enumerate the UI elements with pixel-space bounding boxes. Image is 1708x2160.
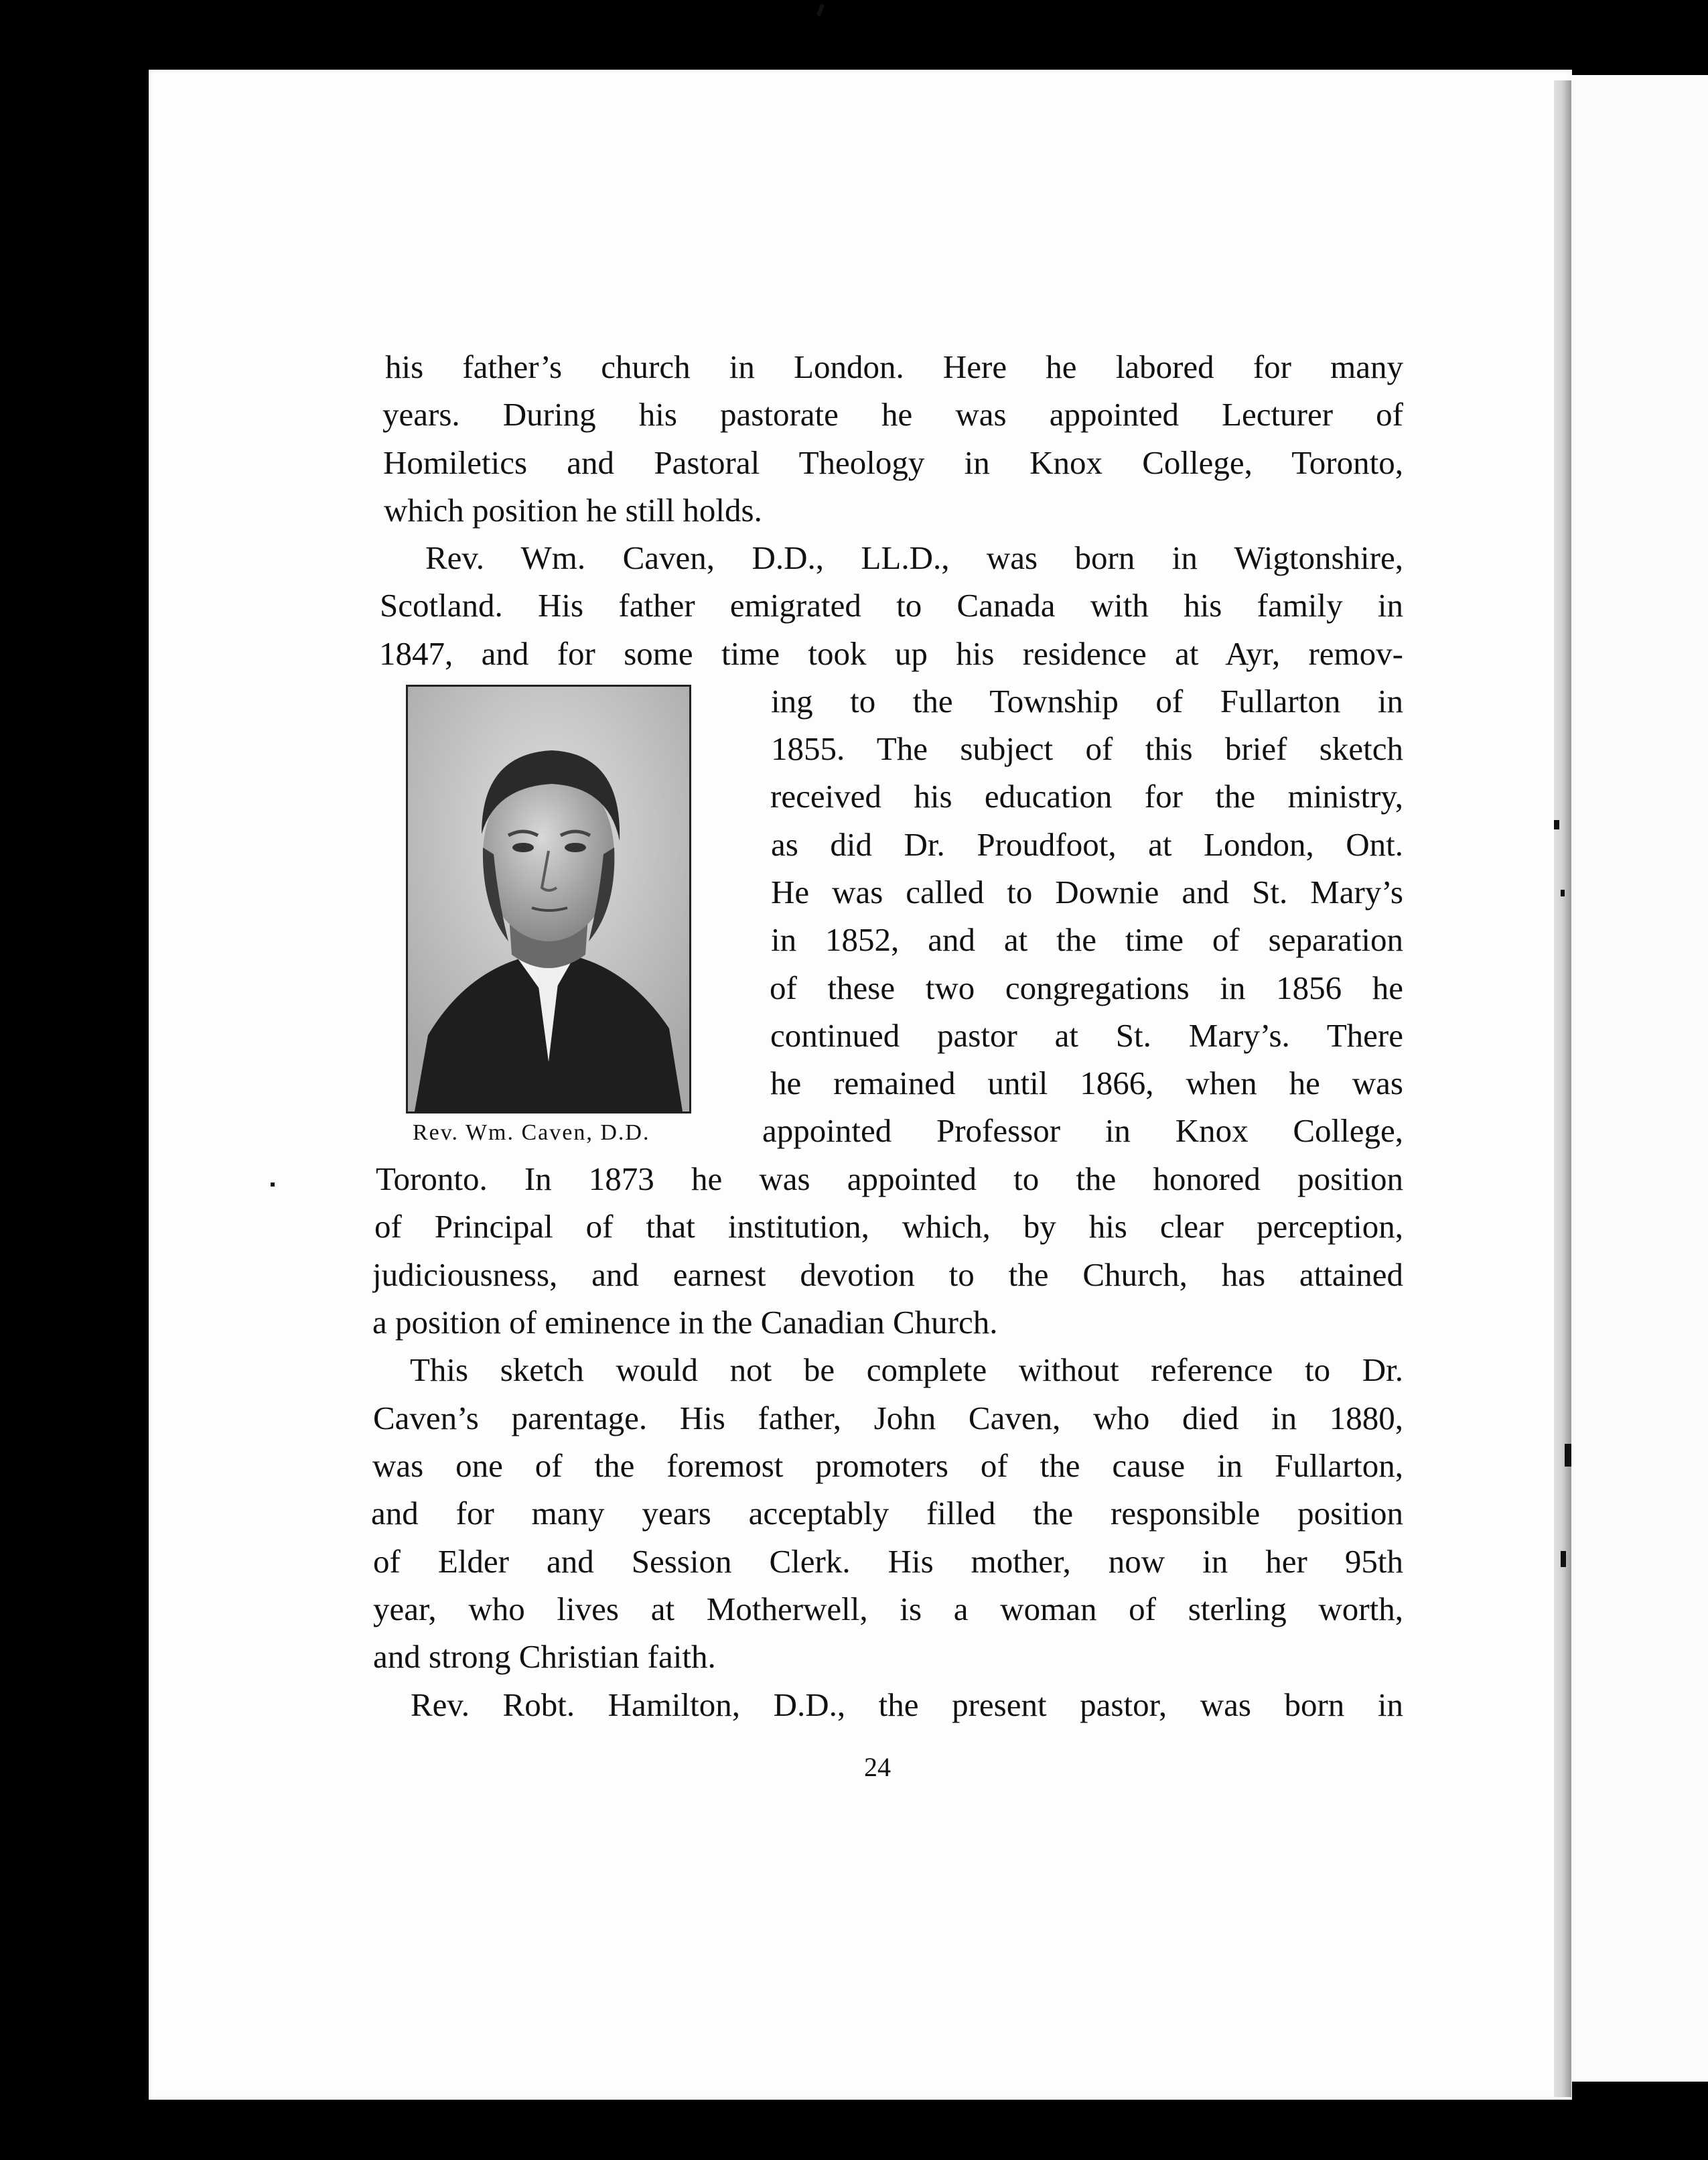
scan-speck xyxy=(271,1183,275,1187)
scan-speck xyxy=(1561,890,1565,896)
text-line: was one of the foremost promoters of the cause in Fullarton, xyxy=(372,1447,1403,1484)
portrait-image xyxy=(408,687,689,1111)
text-line: years. During his pastorate he was appointed Lecturer of xyxy=(382,396,1403,433)
page-gutter xyxy=(1554,80,1571,2097)
text-line: Toronto. In 1873 he was appointed to the honored position xyxy=(376,1160,1403,1197)
scan-speck xyxy=(816,4,825,17)
text-line: his father’s church in London. Here he labored for many xyxy=(385,348,1403,385)
text-line: ing to the Township of Fullarton in xyxy=(771,683,1403,720)
text-line: Scotland. His father emigrated to Canada with his family in xyxy=(380,587,1403,624)
text-line: of Elder and Session Clerk. His mother, now in her 95th xyxy=(373,1543,1403,1580)
page-number: 24 xyxy=(864,1752,891,1782)
text-line: 1847, and for some time took up his residence at Ayr, remov- xyxy=(379,635,1403,672)
portrait-photo xyxy=(406,685,691,1113)
text-line: as did Dr. Proudfoot, at London, Ont. xyxy=(771,826,1403,863)
text-line: This sketch would not be complete without reference to Dr. xyxy=(410,1351,1403,1388)
scan-speck xyxy=(1565,1444,1571,1467)
text-line: Rev. Robt. Hamilton, D.D., the present pastor, was born in xyxy=(411,1686,1403,1723)
text-line: and for many years acceptably filled the responsible position xyxy=(371,1495,1403,1532)
facing-page-edge xyxy=(1571,75,1708,2082)
text-line: Caven’s parentage. His father, John Caven, who died in 1880, xyxy=(373,1400,1403,1436)
text-line: and strong Christian faith. xyxy=(373,1638,716,1675)
text-line: he remained until 1866, when he was xyxy=(770,1065,1403,1101)
text-line: Homiletics and Pastoral Theology in Knox College, Toronto, xyxy=(383,444,1403,481)
scan-speck xyxy=(1554,820,1559,829)
text-line: appointed Professor in Knox College, xyxy=(762,1112,1403,1149)
scan-speck xyxy=(1561,1551,1566,1567)
text-line: He was called to Downie and St. Mary’s xyxy=(771,874,1403,910)
text-line: in 1852, and at the time of separation xyxy=(771,921,1403,958)
text-line: which position he still holds. xyxy=(384,492,762,529)
text-line: Rev. Wm. Caven, D.D., LL.D., was born in Wigtonshire, xyxy=(425,539,1403,576)
text-line: of Principal of that institution, which, by his clear perception, xyxy=(374,1208,1403,1245)
text-line: year, who lives at Motherwell, is a woman of sterling worth, xyxy=(373,1591,1403,1627)
portrait-caption: Rev. Wm. Caven, D.D. xyxy=(413,1120,650,1145)
text-line: 1855. The subject of this brief sketch xyxy=(771,730,1403,767)
text-line: judiciousness, and earnest devotion to the Church, has attained xyxy=(372,1256,1403,1293)
text-line: a position of eminence in the Canadian Church. xyxy=(372,1304,998,1341)
text-line: continued pastor at St. Mary’s. There xyxy=(770,1017,1403,1054)
text-line: received his education for the ministry, xyxy=(770,778,1403,815)
text-line: of these two congregations in 1856 he xyxy=(770,969,1403,1006)
